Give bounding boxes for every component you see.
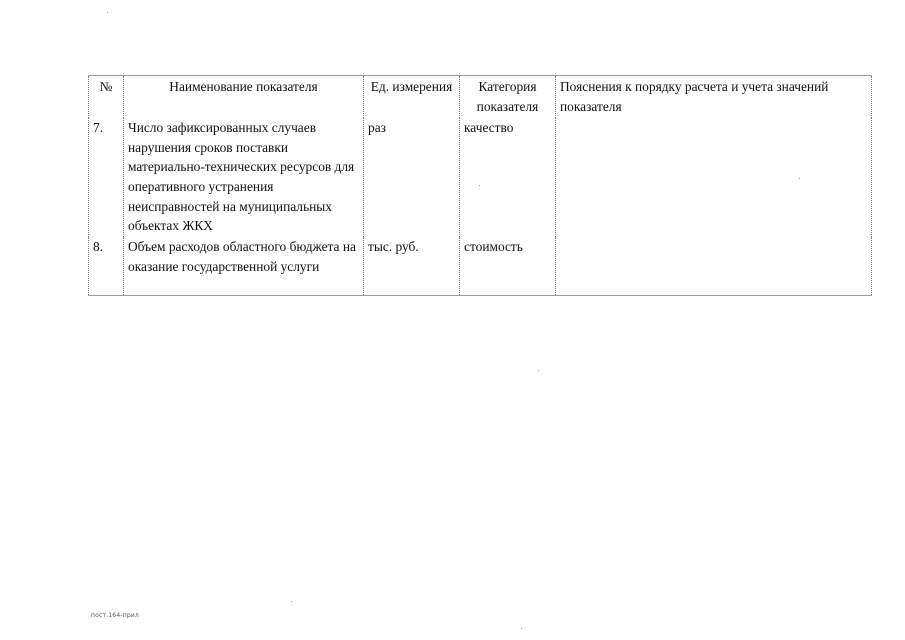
header-number: № xyxy=(89,76,124,119)
header-unit: Ед. измерения xyxy=(364,76,460,119)
row-category: стоимость xyxy=(460,237,556,296)
row-number: 7. xyxy=(89,118,124,237)
header-explanation: Пояснения к порядку расчета и учета значений показателя xyxy=(556,76,872,119)
scan-speck xyxy=(479,185,480,186)
scan-speck xyxy=(521,628,522,629)
footer-mark: пост.164-прил xyxy=(91,612,139,619)
table-row xyxy=(89,118,872,237)
scan-speck xyxy=(291,601,292,602)
table-header-row xyxy=(89,76,872,119)
row-explanation xyxy=(556,118,872,237)
header-category: Категория показателя xyxy=(460,76,556,119)
row-indicator-name: Объем расходов областного бюджета на оказание государственной услуги xyxy=(124,237,364,296)
row-unit: раз xyxy=(364,118,460,237)
table-row xyxy=(89,237,872,296)
scan-speck xyxy=(538,370,539,371)
row-unit: тыс. руб. xyxy=(364,237,460,296)
row-category: качество xyxy=(460,118,556,237)
row-indicator-name: Число зафиксированных случаев нарушения сроков поставки материально-технических ресурсов для оперативного устранения неисправностей на муниципальных объектах ЖКХ xyxy=(124,118,364,237)
scan-speck xyxy=(107,12,108,13)
indicators-table xyxy=(88,75,872,296)
header-name: Наименование показателя xyxy=(124,76,364,119)
row-explanation xyxy=(556,237,872,296)
row-number: 8. xyxy=(89,237,124,296)
scan-speck xyxy=(799,178,800,179)
